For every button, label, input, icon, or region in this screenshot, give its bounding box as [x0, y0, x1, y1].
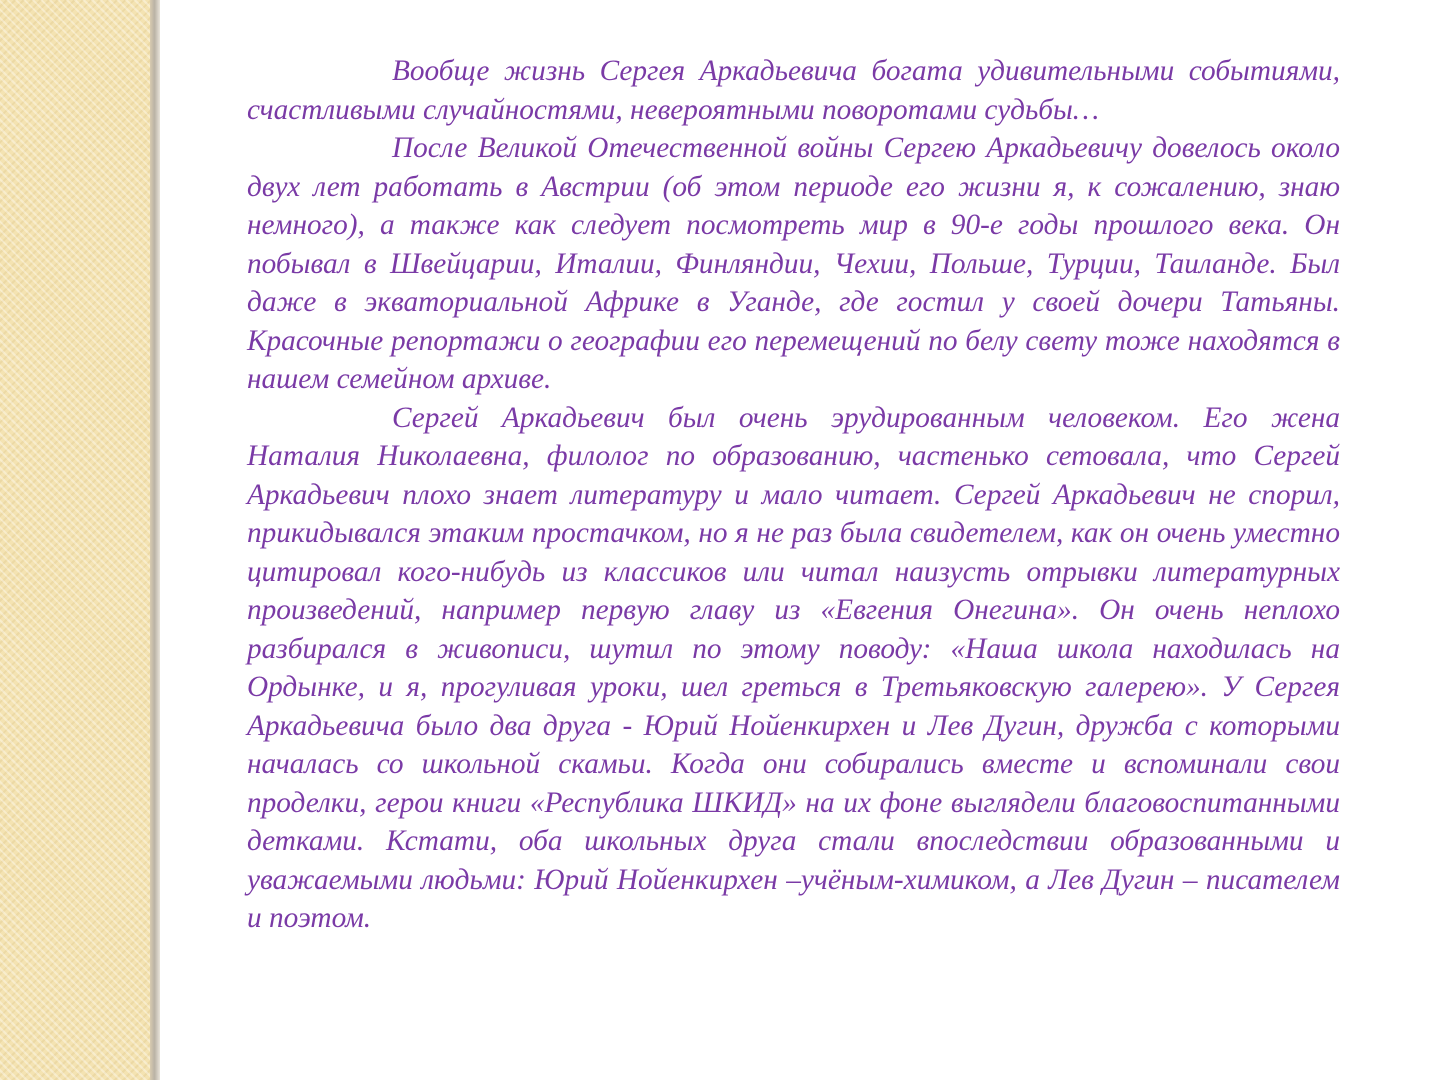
text-body	[247, 52, 1340, 938]
paragraph-1: Вообще жизнь Сергея Аркадьевича богата удивительными событиями, счастливыми случайностями, невероятными поворотами судьбы…	[247, 55, 1340, 126]
paragraph-3: Сергей Аркадьевич был очень эрудированным человеком. Его жена Наталия Николаевна, филолог по образованию, частенько сетовала, что Сергей Аркадьевич плохо знает литературу и мало читает. Сергей Аркадьевич не спорил, прикидывался этаким простачком, но я не раз была свидетелем, как он очень уместно цитировал кого-нибудь из классиков или читал наизусть отрывки литературных произведений, например первую главу из «Евгения Онегина». Он очень неплохо разбирался в живописи, шутил по этому поводу: «Наша школа находилась на Ордынке, и я, прогуливая уроки, шел греться в Третьяковскую галерею». У Сергея Аркадьевича было два друга - Юрий Нойенкирхен и Лев Дугин, дружба с которыми началась со школьной скамьи. Когда они собирались вместе и вспоминали свои проделки, герои книги «Республика ШКИД» на их фоне выглядели благовоспитанными детками. Кстати, оба школьных друга стали впоследствии образованными и уважаемыми людьми: Юрий Нойенкирхен –учёным-химиком, а Лев Дугин – писателем и поэтом.	[247, 401, 1340, 934]
decorative-left-band	[0, 0, 150, 1080]
decorative-band-edge	[150, 0, 160, 1080]
paragraph-2: После Великой Отечественной войны Сергею Аркадьевичу довелось около двух лет работать в Австрии (об этом периоде его жизни я, к сожалению, знаю немного), а также как следует посмотреть мир в 90-е годы прошлого века. Он побывал в Швейцарии, Италии, Финляндии, Чехии, Польше, Турции, Таиланде. Был даже в экваториальной Африке в Уганде, где гостил у своей дочери Татьяны. Красочные репортажи о географии его перемещений по белу свету тоже находятся в нашем семейном архиве.	[247, 132, 1340, 395]
